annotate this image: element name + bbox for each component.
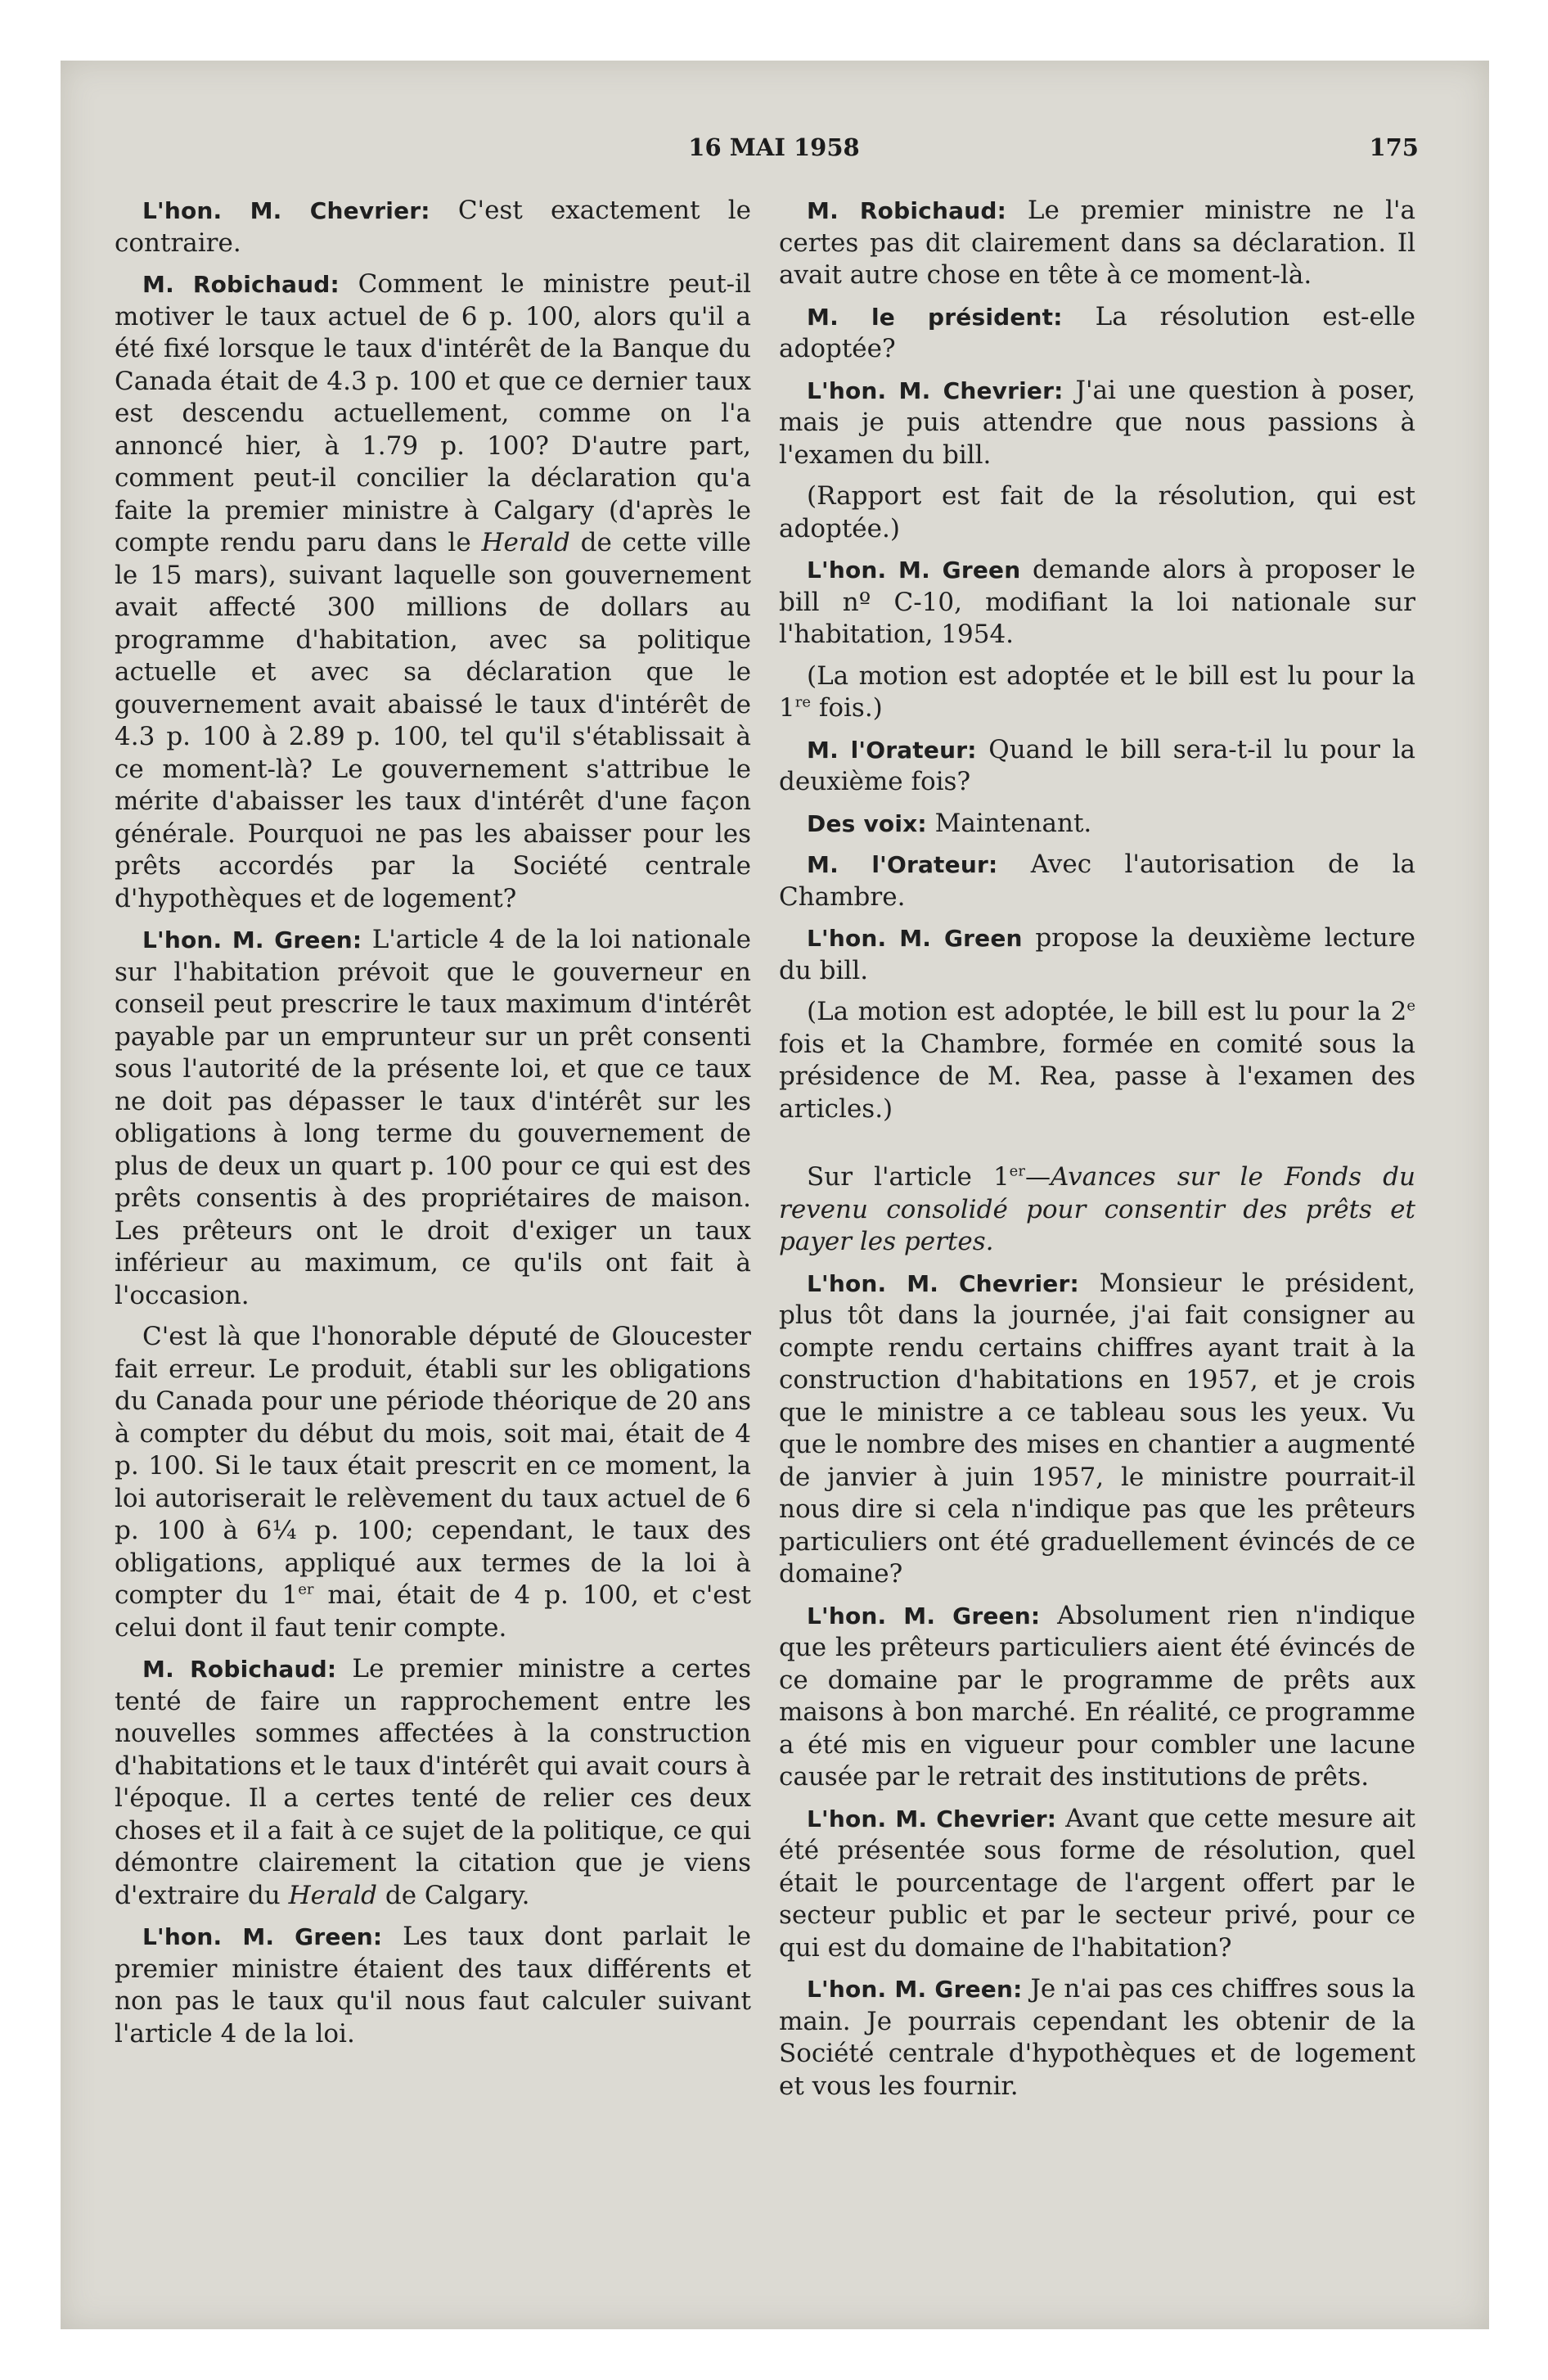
speech-text: Monsieur le président, plus tôt dans la journée, j'ai fait consigner au compte rendu certains chiffres ayant trait à la construction d'habitations en 1957, et je crois que le ministre a ce tableau sous les yeux. Vu que le nombre des mises en chantier a augmenté de janvier à juin 1957, le ministre pourrait-il nous dire si cela n'indique pas que les prêteurs particuliers ont été graduellement évincés de ce domaine? xyxy=(779,1268,1416,1589)
speech-text: Avant que cette mesure ait été présentée sous forme de résolution, quel était le pourcentage de l'argent offert par le secteur public et par le secteur privé, pour ce qui est du domaine de l'habitation? xyxy=(779,1803,1416,1963)
speaker-name: M. le président: xyxy=(807,303,1063,331)
speaker-name: L'hon. M. Chevrier: xyxy=(807,1805,1057,1832)
article-text: Sur l'article 1 xyxy=(807,1162,1010,1192)
superscript: re xyxy=(794,693,811,711)
paragraph xyxy=(115,1321,751,1644)
speech-text: propose la deuxième lecture du bill. xyxy=(779,923,1415,985)
speaker-name: M. l'Orateur: xyxy=(807,851,998,878)
paragraph xyxy=(115,195,751,259)
speech-text: L'article 4 de la loi nationale sur l'habitation prévoit que le gouverneur en conseil peut prescrire le taux maximum d'intérêt payable par un emprunteur sur un prêt consenti sous l'autorité de la présente loi, et que ce taux ne doit pas dépasser le taux d'intérêt sur les obligations à long terme du gouvernement de plus de deux un quart p. 100 pour ce qui est des prêts consentis à des propriétaires de maison. Les prêteurs ont le droit d'exiger un taux inférieur au maximum, ce qu'ils ont fait à l'occasion. xyxy=(115,925,751,1310)
speech-text: C'est exactement le contraire. xyxy=(115,196,752,258)
paragraph xyxy=(779,996,1415,1125)
speech-text: Comment le ministre peut-il motiver le taux actuel de 6 p. 100, alors qu'il a été fixé lorsque le taux d'intérêt de la Banque du Canada était de 4.3 p. 100 et que ce dernier taux est descendu actuellement, comme on l'a annoncé hier, à 1.79 p. 100? D'autre part, comment peut-il concilier la déclaration qu'a faite la premier ministre à Calgary (d'après le compte rendu paru dans le xyxy=(115,269,751,557)
article-dash: — xyxy=(1024,1162,1051,1192)
paragraph xyxy=(779,660,1415,725)
speaker-name: L'hon. M. Green: xyxy=(142,1923,383,1950)
superscript: er xyxy=(298,1580,314,1598)
speaker-name: L'hon. M. Chevrier: xyxy=(807,1269,1079,1297)
speech-text: La résolution est-elle adoptée? xyxy=(779,301,1415,363)
italic-text: Herald xyxy=(481,528,570,557)
paragraph xyxy=(779,1268,1415,1591)
speech-text: Le premier ministre ne l'a certes pas dit clairement dans sa déclaration. Il avait autre chose en tête à ce moment-là. xyxy=(779,196,1415,290)
paragraph xyxy=(779,195,1415,292)
paragraph xyxy=(779,849,1415,913)
paragraph xyxy=(779,1973,1415,2103)
page-header xyxy=(0,133,1548,169)
speech-text: Le premier ministre a certes tenté de faire un rapprochement entre les nouvelles sommes affectées à la construction d'habitations et le taux d'intérêt qui avait cours à l'époque. Il a certes tenté de relier ces deux choses et il a fait à ce sujet de la politique, ce qui démontre clairement la citation que je viens d'extraire du xyxy=(115,1654,751,1910)
speaker-name: L'hon. M. Green: xyxy=(807,1602,1041,1629)
speaker-name: M. Robichaud: xyxy=(142,1656,337,1683)
page-number: 175 xyxy=(1369,133,1419,161)
speech-text: Je n'ai pas ces chiffres sous la main. Je pourrais cependant les obtenir de la Société centrale d'hypothèques et de logement et vous les fournir. xyxy=(779,1974,1415,2101)
speaker-name: L'hon. M. Chevrier: xyxy=(807,376,1064,404)
procedural-note: fois.) xyxy=(811,693,883,723)
speech-text: de Calgary. xyxy=(377,1880,530,1910)
superscript: e xyxy=(1406,997,1415,1015)
speech-text: mai, était de 4 p. 100, et c'est celui dont il faut tenir compte. xyxy=(115,1580,751,1643)
article-heading xyxy=(779,1161,1415,1259)
paragraph xyxy=(115,1653,751,1912)
paragraph xyxy=(779,734,1415,799)
italic-text: Herald xyxy=(288,1880,378,1910)
speech-text: demande alors à proposer le bill nº C-10, modifiant la loi nationale sur l'habitation, 1954. xyxy=(779,555,1415,649)
superscript: er xyxy=(1009,1162,1025,1180)
paragraph xyxy=(779,554,1415,651)
paragraph xyxy=(779,480,1415,545)
speech-text: Maintenant. xyxy=(926,808,1092,838)
speaker-name: Des voix: xyxy=(807,809,927,837)
right-column xyxy=(779,195,1415,2112)
speech-text: de cette ville le 15 mars), suivant laquelle son gouvernement avait affecté 300 millions de dollars au programme d'habitation, avec sa politique actuelle et avec sa déclaration que le gouvernement avait abaissé le taux d'intérêt de 4.3 p. 100 à 2.89 p. 100, tel qu'il s'établissait à ce moment-là? Le gouvernement s'attribue le mérite d'abaisser les taux d'intérêt d'une façon générale. Pourquoi ne pas les abaisser pour les prêts accordés par la Société centrale d'hypothèques et de logement? xyxy=(115,528,751,913)
speaker-name: M. Robichaud: xyxy=(142,271,340,298)
paragraph xyxy=(779,808,1415,841)
speaker-name: M. Robichaud: xyxy=(807,197,1006,224)
speaker-name: L'hon. M. Green xyxy=(807,925,1023,952)
paragraph xyxy=(115,268,751,915)
speech-text: Avec l'autorisation de la Chambre. xyxy=(779,850,1415,912)
left-column xyxy=(115,195,751,2059)
procedural-note: (La motion est adoptée, le bill est lu pour la 2 xyxy=(807,997,1407,1026)
paragraph xyxy=(779,922,1415,987)
procedural-note: (Rapport est fait de la résolution, qui est adoptée.) xyxy=(779,481,1415,543)
header-date: 16 MAI 1958 xyxy=(688,133,860,161)
speech-text: J'ai une question à poser, mais je puis attendre que nous passions à l'examen du bill. xyxy=(779,375,1416,470)
speech-text: Les taux dont parlait le premier ministre étaient des taux différents et non pas le taux qu'il nous faut calculer suivant l'article 4 de la loi. xyxy=(115,1922,751,2049)
speaker-name: L'hon. M. Chevrier: xyxy=(142,197,430,224)
procedural-note: fois et la Chambre, formée en comité sous la présidence de M. Rea, passe à l'examen des articles.) xyxy=(779,1029,1415,1124)
speaker-name: L'hon. M. Green: xyxy=(142,926,362,953)
speech-text: Absolument rien n'indique que les prêteurs particuliers aient été évincés de ce domaine par le programme de prêts aux maisons à bon marché. En réalité, ce programme a été mis en vigueur pour combler une lacune causée par le retrait des institutions de prêts. xyxy=(779,1600,1415,1792)
speech-text: C'est là que l'honorable député de Gloucester fait erreur. Le produit, établi sur les obligations du Canada pour une période théorique de 20 ans à compter du début du mois, soit mai, était de 4 p. 100. Si le taux était prescrit en ce moment, la loi autoriserait le relèvement du taux actuel de 6 p. 100 à 6¼ p. 100; cependant, le taux des obligations, appliqué aux termes de la loi à compter du 1 xyxy=(115,1322,751,1610)
paragraph xyxy=(779,301,1415,366)
paragraph xyxy=(779,1803,1415,1965)
paragraph xyxy=(115,924,751,1312)
paragraph xyxy=(115,1921,751,2050)
article-title: Avances sur le Fonds du revenu consolidé pour consentir des prêts et payer les pertes. xyxy=(779,1162,1415,1256)
procedural-note: (La motion est adoptée et le bill est lu pour la 1 xyxy=(779,660,1415,723)
speaker-name: L'hon. M. Green: xyxy=(807,1976,1023,2003)
speaker-name: L'hon. M. Green xyxy=(807,557,1021,584)
paragraph xyxy=(779,1600,1415,1794)
speaker-name: M. l'Orateur: xyxy=(807,736,977,764)
paragraph xyxy=(779,375,1415,472)
speech-text: Quand le bill sera-t-il lu pour la deuxième fois? xyxy=(779,734,1416,796)
